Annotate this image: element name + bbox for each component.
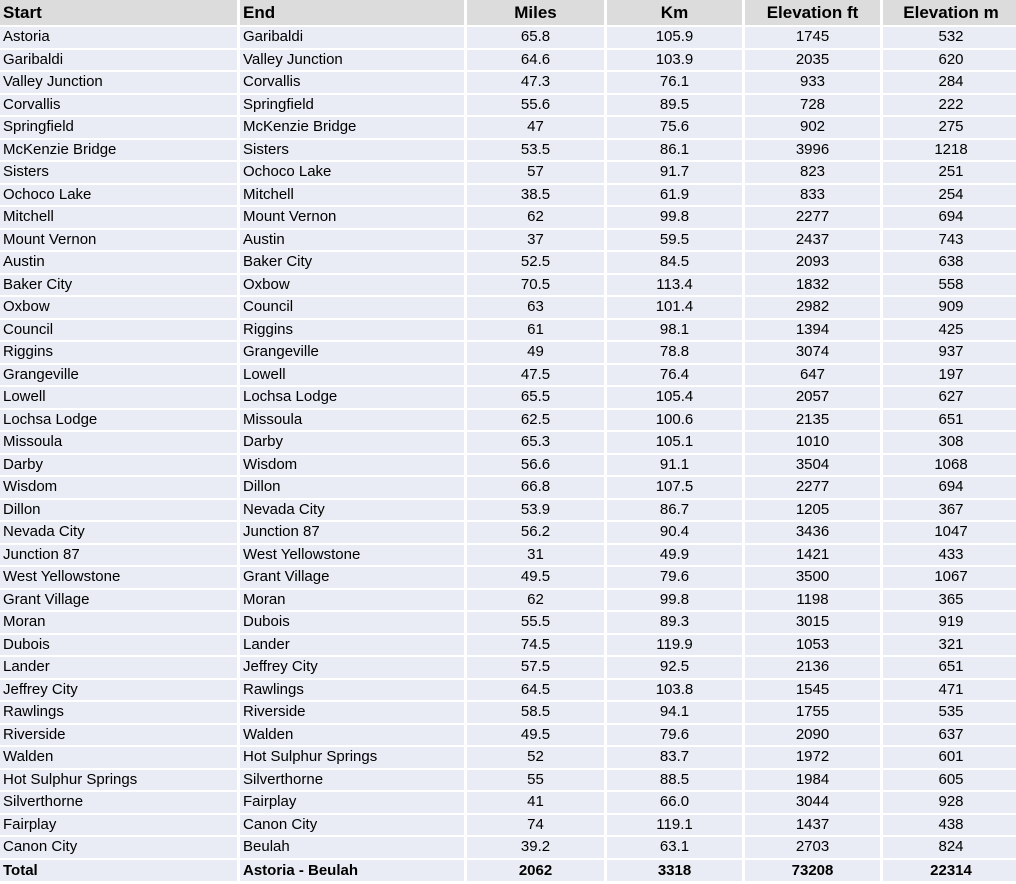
table-row (0, 117, 1016, 140)
cell-km: 103.8 (607, 680, 742, 703)
cell-km: 61.9 (607, 185, 742, 208)
cell-km: 75.6 (607, 117, 742, 140)
total-cell-elevation-ft: 73208 (745, 860, 880, 881)
cell-miles: 65.8 (467, 27, 604, 50)
cell-miles: 58.5 (467, 702, 604, 725)
cell-elevation-ft: 647 (745, 365, 880, 388)
cell-start: Grant Village (0, 590, 237, 613)
cell-km: 84.5 (607, 252, 742, 275)
cell-start: Riggins (0, 342, 237, 365)
cell-elevation-ft: 902 (745, 117, 880, 140)
cell-elevation-ft: 2277 (745, 207, 880, 230)
cell-start: Missoula (0, 432, 237, 455)
total-cell-end: Astoria - Beulah (240, 860, 464, 881)
cell-end: Riggins (240, 320, 464, 343)
cell-end: Moran (240, 590, 464, 613)
table-row (0, 837, 1016, 860)
total-cell-miles: 2062 (467, 860, 604, 881)
table-row (0, 410, 1016, 433)
cell-km: 76.4 (607, 365, 742, 388)
cell-end: Hot Sulphur Springs (240, 747, 464, 770)
cell-km: 107.5 (607, 477, 742, 500)
cell-end: Ochoco Lake (240, 162, 464, 185)
table-row (0, 747, 1016, 770)
cell-miles: 52.5 (467, 252, 604, 275)
cell-end: Springfield (240, 95, 464, 118)
cell-km: 92.5 (607, 657, 742, 680)
cell-end: Sisters (240, 140, 464, 163)
table-row (0, 702, 1016, 725)
cell-elevation-m: 535 (883, 702, 1016, 725)
cell-start: Grangeville (0, 365, 237, 388)
cell-start: Mitchell (0, 207, 237, 230)
cell-elevation-m: 471 (883, 680, 1016, 703)
cell-end: McKenzie Bridge (240, 117, 464, 140)
cell-start: Wisdom (0, 477, 237, 500)
cell-elevation-ft: 2090 (745, 725, 880, 748)
table-row (0, 770, 1016, 793)
cell-end: Canon City (240, 815, 464, 838)
cell-start: Fairplay (0, 815, 237, 838)
cell-elevation-m: 308 (883, 432, 1016, 455)
cell-start: Rawlings (0, 702, 237, 725)
cell-km: 90.4 (607, 522, 742, 545)
cell-start: McKenzie Bridge (0, 140, 237, 163)
table-row (0, 567, 1016, 590)
cell-km: 99.8 (607, 207, 742, 230)
cell-end: Missoula (240, 410, 464, 433)
cell-miles: 49 (467, 342, 604, 365)
cell-km: 86.7 (607, 500, 742, 523)
cell-elevation-ft: 1421 (745, 545, 880, 568)
cell-miles: 55.5 (467, 612, 604, 635)
table-body (0, 27, 1016, 860)
cell-elevation-ft: 1437 (745, 815, 880, 838)
cell-end: Dillon (240, 477, 464, 500)
cell-km: 105.9 (607, 27, 742, 50)
cell-elevation-ft: 2982 (745, 297, 880, 320)
table-row (0, 387, 1016, 410)
cell-end: Lander (240, 635, 464, 658)
cell-km: 105.1 (607, 432, 742, 455)
table-row (0, 162, 1016, 185)
cell-elevation-ft: 1198 (745, 590, 880, 613)
cell-elevation-ft: 3436 (745, 522, 880, 545)
table-row (0, 612, 1016, 635)
cell-start: Astoria (0, 27, 237, 50)
cell-elevation-m: 909 (883, 297, 1016, 320)
cell-start: Silverthorne (0, 792, 237, 815)
cell-miles: 74 (467, 815, 604, 838)
cell-miles: 62.5 (467, 410, 604, 433)
table-row (0, 477, 1016, 500)
table-row (0, 230, 1016, 253)
table-footer (0, 860, 1016, 881)
table-row (0, 522, 1016, 545)
cell-km: 119.1 (607, 815, 742, 838)
table-row (0, 95, 1016, 118)
table-row (0, 207, 1016, 230)
cell-elevation-m: 620 (883, 50, 1016, 73)
cell-elevation-ft: 3044 (745, 792, 880, 815)
cell-elevation-m: 284 (883, 72, 1016, 95)
cell-start: Corvallis (0, 95, 237, 118)
cell-elevation-ft: 3015 (745, 612, 880, 635)
cell-km: 79.6 (607, 725, 742, 748)
cell-start: Ochoco Lake (0, 185, 237, 208)
cell-km: 119.9 (607, 635, 742, 658)
cell-elevation-m: 1068 (883, 455, 1016, 478)
cell-km: 86.1 (607, 140, 742, 163)
cell-elevation-m: 928 (883, 792, 1016, 815)
cell-start: Garibaldi (0, 50, 237, 73)
total-row (0, 860, 1016, 881)
cell-elevation-m: 651 (883, 410, 1016, 433)
column-header-elevation-m: Elevation m (883, 0, 1016, 27)
table-row (0, 725, 1016, 748)
table-row (0, 500, 1016, 523)
cell-start: Mount Vernon (0, 230, 237, 253)
cell-km: 98.1 (607, 320, 742, 343)
table-row (0, 342, 1016, 365)
cell-start: Riverside (0, 725, 237, 748)
cell-end: Darby (240, 432, 464, 455)
cell-start: Lander (0, 657, 237, 680)
cell-miles: 74.5 (467, 635, 604, 658)
cell-elevation-m: 694 (883, 477, 1016, 500)
cell-elevation-m: 1218 (883, 140, 1016, 163)
cell-km: 83.7 (607, 747, 742, 770)
cell-elevation-m: 743 (883, 230, 1016, 253)
cell-miles: 38.5 (467, 185, 604, 208)
cell-elevation-ft: 2135 (745, 410, 880, 433)
table-row (0, 657, 1016, 680)
cell-start: Oxbow (0, 297, 237, 320)
cell-km: 94.1 (607, 702, 742, 725)
cell-elevation-ft: 1205 (745, 500, 880, 523)
cell-end: Nevada City (240, 500, 464, 523)
cell-km: 66.0 (607, 792, 742, 815)
cell-elevation-ft: 3504 (745, 455, 880, 478)
cell-km: 78.8 (607, 342, 742, 365)
cell-end: Wisdom (240, 455, 464, 478)
cell-miles: 37 (467, 230, 604, 253)
cell-elevation-m: 222 (883, 95, 1016, 118)
table-row (0, 815, 1016, 838)
cell-end: Grangeville (240, 342, 464, 365)
total-cell-elevation-m: 22314 (883, 860, 1016, 881)
cell-km: 89.3 (607, 612, 742, 635)
cell-elevation-m: 197 (883, 365, 1016, 388)
column-header-start: Start (0, 0, 237, 27)
cell-elevation-ft: 728 (745, 95, 880, 118)
cell-start: Dillon (0, 500, 237, 523)
cell-miles: 64.6 (467, 50, 604, 73)
cell-elevation-m: 627 (883, 387, 1016, 410)
cell-start: Walden (0, 747, 237, 770)
table-row (0, 545, 1016, 568)
cell-elevation-m: 694 (883, 207, 1016, 230)
cell-start: Junction 87 (0, 545, 237, 568)
cell-start: Canon City (0, 837, 237, 860)
cell-start: Jeffrey City (0, 680, 237, 703)
cell-miles: 70.5 (467, 275, 604, 298)
total-cell-start: Total (0, 860, 237, 881)
table-row (0, 297, 1016, 320)
cell-km: 91.1 (607, 455, 742, 478)
cell-elevation-ft: 1984 (745, 770, 880, 793)
cell-end: Baker City (240, 252, 464, 275)
cell-miles: 62 (467, 590, 604, 613)
cell-elevation-ft: 1745 (745, 27, 880, 50)
cell-elevation-m: 1047 (883, 522, 1016, 545)
cell-elevation-m: 425 (883, 320, 1016, 343)
cell-elevation-m: 651 (883, 657, 1016, 680)
cell-miles: 55 (467, 770, 604, 793)
cell-end: Mitchell (240, 185, 464, 208)
cell-miles: 66.8 (467, 477, 604, 500)
cell-miles: 53.9 (467, 500, 604, 523)
cell-end: Lochsa Lodge (240, 387, 464, 410)
cell-elevation-ft: 833 (745, 185, 880, 208)
cell-elevation-m: 605 (883, 770, 1016, 793)
cell-start: Moran (0, 612, 237, 635)
cell-km: 101.4 (607, 297, 742, 320)
cell-end: Fairplay (240, 792, 464, 815)
cell-miles: 47.5 (467, 365, 604, 388)
cell-end: Garibaldi (240, 27, 464, 50)
cell-elevation-m: 438 (883, 815, 1016, 838)
cell-miles: 49.5 (467, 725, 604, 748)
cell-miles: 56.2 (467, 522, 604, 545)
cell-km: 79.6 (607, 567, 742, 590)
cell-miles: 52 (467, 747, 604, 770)
cell-elevation-m: 1067 (883, 567, 1016, 590)
cell-start: Nevada City (0, 522, 237, 545)
cell-end: Silverthorne (240, 770, 464, 793)
table-row (0, 590, 1016, 613)
cell-end: Mount Vernon (240, 207, 464, 230)
table-row (0, 185, 1016, 208)
cell-km: 59.5 (607, 230, 742, 253)
cell-elevation-ft: 1972 (745, 747, 880, 770)
cell-km: 63.1 (607, 837, 742, 860)
cell-elevation-m: 321 (883, 635, 1016, 658)
cell-end: Lowell (240, 365, 464, 388)
table-row (0, 275, 1016, 298)
cell-elevation-m: 937 (883, 342, 1016, 365)
column-header-elevation-ft: Elevation ft (745, 0, 880, 27)
cell-miles: 47 (467, 117, 604, 140)
cell-start: Council (0, 320, 237, 343)
cell-elevation-ft: 1053 (745, 635, 880, 658)
cell-km: 89.5 (607, 95, 742, 118)
cell-elevation-m: 637 (883, 725, 1016, 748)
table-row (0, 320, 1016, 343)
cell-miles: 62 (467, 207, 604, 230)
cell-miles: 65.3 (467, 432, 604, 455)
cell-elevation-ft: 3074 (745, 342, 880, 365)
cell-start: Valley Junction (0, 72, 237, 95)
cell-elevation-ft: 1832 (745, 275, 880, 298)
cell-km: 88.5 (607, 770, 742, 793)
cell-elevation-ft: 823 (745, 162, 880, 185)
cell-elevation-ft: 933 (745, 72, 880, 95)
cell-elevation-ft: 2136 (745, 657, 880, 680)
cell-km: 100.6 (607, 410, 742, 433)
cell-start: Dubois (0, 635, 237, 658)
table-row (0, 27, 1016, 50)
cell-end: Dubois (240, 612, 464, 635)
cell-elevation-ft: 2437 (745, 230, 880, 253)
cell-elevation-m: 532 (883, 27, 1016, 50)
cell-start: Hot Sulphur Springs (0, 770, 237, 793)
cell-miles: 61 (467, 320, 604, 343)
cell-miles: 55.6 (467, 95, 604, 118)
table-row (0, 252, 1016, 275)
cell-elevation-ft: 1394 (745, 320, 880, 343)
cell-elevation-ft: 1755 (745, 702, 880, 725)
column-header-miles: Miles (467, 0, 604, 27)
cell-elevation-ft: 2035 (745, 50, 880, 73)
cell-elevation-ft: 2057 (745, 387, 880, 410)
cell-elevation-m: 365 (883, 590, 1016, 613)
cell-end: Grant Village (240, 567, 464, 590)
table-row (0, 432, 1016, 455)
cell-elevation-m: 367 (883, 500, 1016, 523)
cell-end: Riverside (240, 702, 464, 725)
cell-start: Darby (0, 455, 237, 478)
cell-miles: 57.5 (467, 657, 604, 680)
cell-start: Lowell (0, 387, 237, 410)
cell-start: Baker City (0, 275, 237, 298)
cell-end: Beulah (240, 837, 464, 860)
cell-miles: 49.5 (467, 567, 604, 590)
cell-elevation-m: 558 (883, 275, 1016, 298)
cell-miles: 65.5 (467, 387, 604, 410)
cell-elevation-ft: 2093 (745, 252, 880, 275)
cell-elevation-m: 638 (883, 252, 1016, 275)
cell-start: Springfield (0, 117, 237, 140)
total-cell-km: 3318 (607, 860, 742, 881)
column-header-km: Km (607, 0, 742, 27)
table-row (0, 455, 1016, 478)
cell-end: Junction 87 (240, 522, 464, 545)
cell-start: Austin (0, 252, 237, 275)
cell-elevation-m: 251 (883, 162, 1016, 185)
cell-elevation-ft: 3996 (745, 140, 880, 163)
cell-elevation-m: 433 (883, 545, 1016, 568)
cell-elevation-ft: 1010 (745, 432, 880, 455)
cell-miles: 64.5 (467, 680, 604, 703)
table-row (0, 50, 1016, 73)
cell-elevation-ft: 3500 (745, 567, 880, 590)
cell-km: 49.9 (607, 545, 742, 568)
cell-elevation-m: 919 (883, 612, 1016, 635)
cell-elevation-m: 275 (883, 117, 1016, 140)
cell-elevation-m: 824 (883, 837, 1016, 860)
cell-miles: 39.2 (467, 837, 604, 860)
cell-elevation-m: 254 (883, 185, 1016, 208)
cell-miles: 41 (467, 792, 604, 815)
cell-km: 91.7 (607, 162, 742, 185)
cell-elevation-ft: 2277 (745, 477, 880, 500)
table-row (0, 792, 1016, 815)
cell-elevation-ft: 1545 (745, 680, 880, 703)
cell-km: 103.9 (607, 50, 742, 73)
column-header-end: End (240, 0, 464, 27)
header-row (0, 0, 1016, 27)
table-row (0, 140, 1016, 163)
cell-miles: 53.5 (467, 140, 604, 163)
cell-km: 99.8 (607, 590, 742, 613)
cell-km: 113.4 (607, 275, 742, 298)
cell-elevation-ft: 2703 (745, 837, 880, 860)
cell-start: West Yellowstone (0, 567, 237, 590)
cell-start: Sisters (0, 162, 237, 185)
table-row (0, 72, 1016, 95)
table-row (0, 680, 1016, 703)
cell-start: Lochsa Lodge (0, 410, 237, 433)
cell-elevation-m: 601 (883, 747, 1016, 770)
cell-km: 105.4 (607, 387, 742, 410)
cell-end: West Yellowstone (240, 545, 464, 568)
cell-end: Walden (240, 725, 464, 748)
cell-end: Valley Junction (240, 50, 464, 73)
cell-miles: 56.6 (467, 455, 604, 478)
cell-miles: 47.3 (467, 72, 604, 95)
cell-end: Oxbow (240, 275, 464, 298)
cell-end: Jeffrey City (240, 657, 464, 680)
cell-end: Council (240, 297, 464, 320)
table-row (0, 365, 1016, 388)
cell-miles: 63 (467, 297, 604, 320)
cell-miles: 57 (467, 162, 604, 185)
cell-end: Rawlings (240, 680, 464, 703)
cell-end: Austin (240, 230, 464, 253)
cell-km: 76.1 (607, 72, 742, 95)
cell-end: Corvallis (240, 72, 464, 95)
table-header (0, 0, 1016, 27)
cell-miles: 31 (467, 545, 604, 568)
table-row (0, 635, 1016, 658)
